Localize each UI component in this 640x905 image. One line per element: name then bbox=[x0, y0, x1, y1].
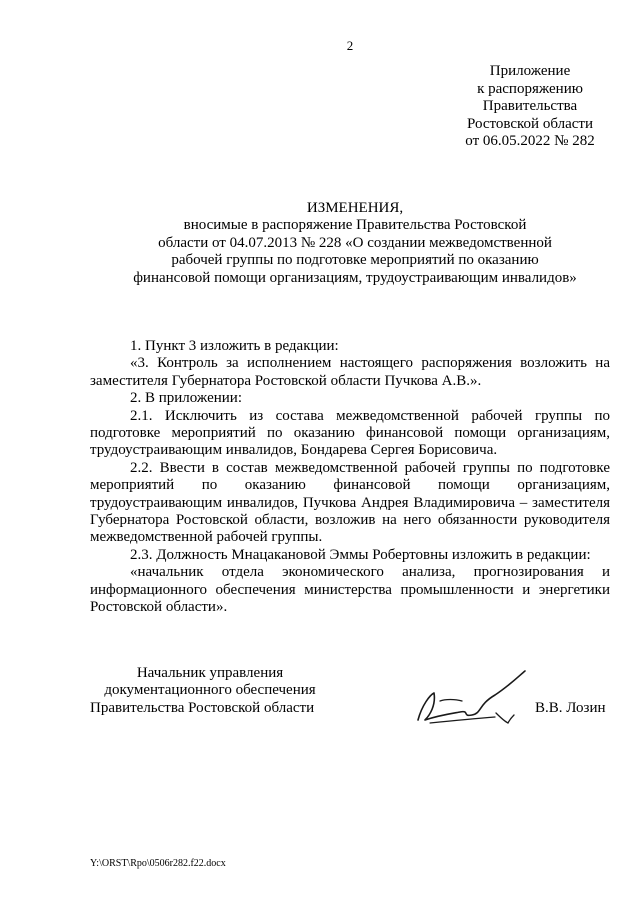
appendix-line: Правительства bbox=[482, 98, 578, 114]
heading-line: вносимые в распоряжение Правительства Ростовской bbox=[183, 217, 527, 234]
heading-line: рабочей группы по подготовке мероприятий по оказанию bbox=[171, 252, 539, 269]
paragraph: 2.1. Исключить из состава межведомственной рабочей группы по подготовке мероприятий по оказанию финансовой помощи организациям, трудоустраивающим инвалидов, Бондарева Сергея Борисовича. bbox=[90, 407, 610, 459]
heading-title: ИЗМЕНЕНИЯ, bbox=[306, 200, 404, 216]
paragraph: «3. Контроль за исполнением настоящего распоряжения возложить на заместителя Губернатора Ростовской области Пучкова А.В.». bbox=[90, 355, 610, 389]
appendix-block bbox=[440, 63, 620, 151]
heading-line: финансовой помощи организациям, трудоустраивающим инвалидов» bbox=[133, 269, 577, 286]
appendix-line: к распоряжению bbox=[477, 80, 583, 97]
appendix-line: от 06.05.2022 № 282 bbox=[465, 133, 595, 149]
paragraph: 2. В приложении: bbox=[130, 390, 242, 407]
signature-block bbox=[90, 665, 610, 745]
paragraph: 1. Пункт 3 изложить в редакции: bbox=[130, 338, 339, 354]
paragraph: 2.2. Ввести в состав межведомственной рабочей группы по подготовке мероприятий по оказанию финансовой помощи организациям, трудоустраивающим инвалидов, Пучкова Андрея Владимировича – заместителя Губернатора Ростовской области, возложив на него обязанности руководителя межведомственной рабочей группы. bbox=[90, 459, 610, 546]
position-line: документационного обеспечения bbox=[104, 682, 316, 699]
appendix-line: Ростовской области bbox=[467, 115, 593, 132]
position-line: Начальник управления bbox=[136, 665, 284, 681]
position-line: Правительства Ростовской области bbox=[90, 699, 315, 716]
page-number: 2 bbox=[346, 38, 354, 53]
paragraph: 2.3. Должность Мнацакановой Эммы Робертовны изложить в редакции: bbox=[130, 546, 591, 563]
paragraph: «начальник отдела экономического анализа, прогнозирования и информационного обеспечения министерства промышленности и энергетики Ростовской области». bbox=[90, 564, 610, 616]
heading-line: области от 04.07.2013 № 228 «О создании межведомственной bbox=[158, 234, 552, 251]
document-body bbox=[90, 338, 610, 617]
file-path: Y:\ORST\Rpo\0506r282.f22.docx bbox=[90, 858, 226, 869]
signatory-position bbox=[90, 665, 330, 717]
document-heading bbox=[90, 200, 620, 287]
signatory-name: В.В. Лозин bbox=[535, 700, 606, 716]
handwritten-signature bbox=[400, 665, 540, 735]
appendix-line: Приложение bbox=[489, 63, 571, 79]
